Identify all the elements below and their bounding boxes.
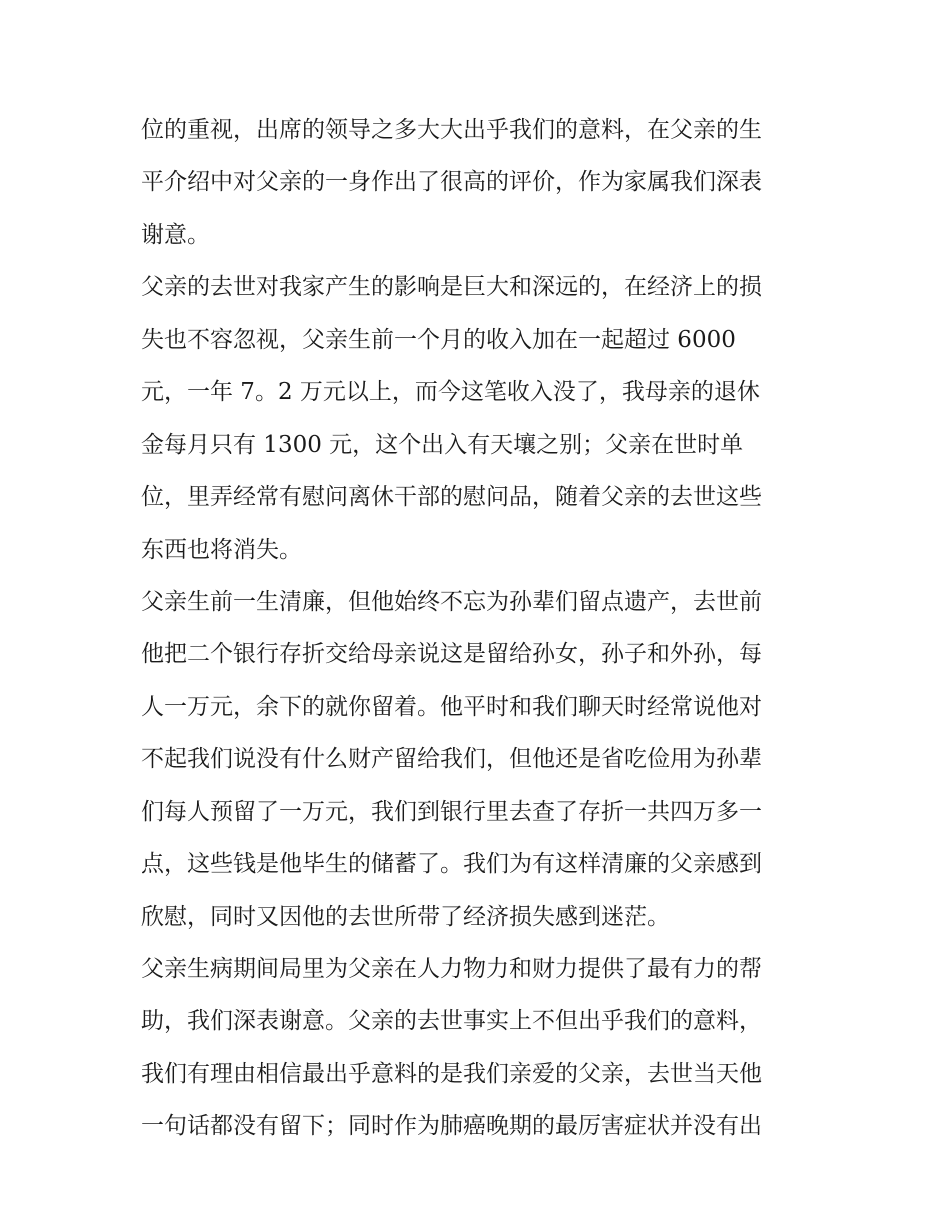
text-line: 东西也将消失。 xyxy=(141,536,302,563)
text-line: 父亲的去世对我家产生的影响是巨大和深远的，在经济上的损 xyxy=(141,274,762,301)
text-line: 他把二个银行存折交给母亲说这是留给孙女，孙子和外孙，每 xyxy=(141,641,762,668)
text-line: 位，里弄经常有慰问离休干部的慰问品，随着父亲的去世这些 xyxy=(141,484,762,511)
text-line: 点，这些钱是他毕生的储蓄了。我们为有这样清廉的父亲感到 xyxy=(141,851,762,878)
text-line: 们每人预留了一万元，我们到银行里去查了存折一共四万多一 xyxy=(141,798,762,825)
text-line: 失也不容忽视，父亲生前一个月的收入加在一起超过 6000 xyxy=(141,326,736,353)
text-line: 人一万元，余下的就你留着。他平时和我们聊天时经常说他对 xyxy=(141,693,762,720)
document-body xyxy=(141,110,821,1159)
text-line: 助，我们深表谢意。父亲的去世事实上不但出乎我们的意料， xyxy=(141,1008,762,1035)
text-line: 我们有理由相信最出乎意料的是我们亲爱的父亲，去世当天他 xyxy=(141,1060,762,1087)
text-line: 平介绍中对父亲的一身作出了很高的评价，作为家属我们深表 xyxy=(141,169,762,196)
text-line: 位的重视，出席的领导之多大大出乎我们的意料，在父亲的生 xyxy=(141,117,762,143)
text-line: 金每月只有 1300 元，这个出入有天壤之别；父亲在世时单 xyxy=(141,431,744,458)
text-line: 谢意。 xyxy=(141,221,210,248)
text-line: 一句话都没有留下；同时作为肺癌晚期的最厉害症状并没有出 xyxy=(141,1113,762,1140)
text-line: 父亲生病期间局里为父亲在人力物力和财力提供了最有力的帮 xyxy=(141,956,762,982)
text-line: 父亲生前一生清廉，但他始终不忘为孙辈们留点遗产，去世前 xyxy=(141,588,762,615)
text-line: 欣慰，同时又因他的去世所带了经济损失感到迷茫。 xyxy=(141,903,670,930)
text-line: 元，一年 7。2 万元以上，而今这笔收入没了，我母亲的退休 xyxy=(141,379,760,406)
text-line: 不起我们说没有什么财产留给我们，但他还是省吃俭用为孙辈 xyxy=(141,746,762,773)
